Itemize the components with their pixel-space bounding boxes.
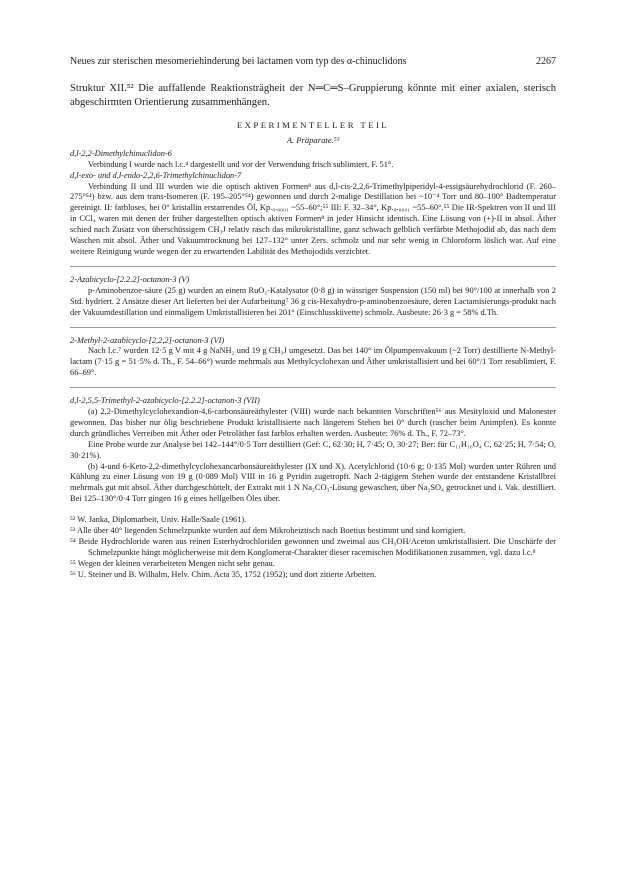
section-title: EXPERIMENTELLER TEIL xyxy=(236,120,390,130)
compound-title: d,l-2,2-Dimethylchinuclidon-6 xyxy=(70,148,172,158)
compound-title: d,l-2,5,5-Trimethyl-2-azabicyclo-[2.2.2]-octanon-3 (VII) xyxy=(70,396,260,406)
divider xyxy=(70,387,556,388)
divider xyxy=(70,266,556,267)
compound-text: (a) 2,2-Dimethylcyclohexandion-4,6-carbonsäureäthylester (VIII) wurde nach bekannten Vorschriften⁵⁶ aus Mesityloxid und Malonester gewonnen. Das bisher nur ölig beschriebene Produkt kristallisierte nach längerem Stehen bei 0° durch (rascher beim Animpfen). Es konnte durch gründliches Verreiben mit Äther oder Petroläther fast farblos erhalten werden. Ausbeute: 76% d. Th., F. 72–73°. xyxy=(70,407,556,438)
subsection-title: A. Präparate.⁵³ xyxy=(286,134,340,145)
divider xyxy=(70,327,556,328)
footnote: ⁵² W. Janka, Diplomarbeit, Univ. Halle/Saale (1961). xyxy=(70,515,247,525)
footnote: ⁵⁵ Wegen der kleinen verarbeiteten Mengen nicht sehr genau. xyxy=(70,558,275,568)
body-text xyxy=(70,82,556,581)
compound-title: 2-Methyl-2-azabicyclo-[2,2,2]-octanon-3 (VI) xyxy=(70,335,225,345)
compound-title: 2-Azabicyclo-[2.2.2]-octanon-3 (V) xyxy=(70,274,190,284)
footnotes xyxy=(70,515,556,580)
footnote: ⁵⁴ Beide Hydrochloride waren aus reinen Esterhydrochloriden gewonnen und zweimal aus CH₃OH/Aceton umkristallisiert. Die Unschärfe der Schmelzpunkte hängt möglicherweise mit dem Konglomerat-Charakter dieser racemischen Modifikationen zusammen, vgl. dazu l.c.⁸ xyxy=(70,537,556,557)
running-title: Neues zur sterischen mesomeriehinderung bei lactamen vom typ des α-chinuclidons xyxy=(70,56,407,67)
lead-paragraph: Struktur XII.⁵² Die auffallende Reaktionsträgheit der N═C═S–Gruppierung könnte mit einer axialen, sterisch abgeschirmten Orientierung zusammenhängen. xyxy=(70,83,556,108)
compound-text: Verbindung I wurde nach l.c.⁴ dargestellt und vor der Verwendung frisch sublimiert, F. 51°. xyxy=(88,159,394,169)
footnote: ⁵³ Alle über 40° liegenden Schmelzpunkte wurden auf dem Mikroheiztisch nach Boetius bestimmt und sind korrigiert. xyxy=(70,526,466,536)
page-number: 2267 xyxy=(536,56,556,67)
compound-text: p-Aminobenzoe-säure (25 g) wurden an einem RuO₂-Katalysator (0·8 g) in wässriger Suspension (150 ml) bei 90°/100 at innerhalb von 2 Std. hydriert. 2 Ansätze dieser Art lieferten bei der Aufarbeitung⁷ 36 g cis-Hexahydro-p-aminobenzoesäure, deren Lactamisierungs-produkt nach der Vakuumdestillation und einmaligem Umkristallisieren bei 201° (Einschlussküvette) schmolz. Ausbeute: 26·3 g = 58% d.Th. xyxy=(70,285,556,317)
compound-text: Eine Probe wurde zur Analyse bei 142–144°/0·5 Torr destilliert (Gef: C, 62·30; H, 7·45; O, 30·27; Ber: für C₁₁H₁₆O₄ C, 62·25; H, 7·54; O, 30·21%). xyxy=(70,439,556,460)
compound-text: Nach l.c.⁷ wurden 12·5 g V mit 4 g NaNH₂ und 19 g CH₃J umgesetzt. Das bei 140° im Ölpumpenvakuum (~2 Torr) destillierte N-Methyl-lactam (7·15 g = 51·5% d. Th., F. 54–66°) wurde mehrmals aus Methylcyclohexan und Äther umkristallisiert und bei 60°/1 Torr resublimiert, F. 66–69°. xyxy=(70,346,556,378)
compound-text: Verbindung II und III wurden wie die optisch aktiven Formen⁸ aus d,l-cis-2,2,6-Trimethylpiperidyl-4-essigsäurehydrochlorid (F. 260–275°⁵⁴) bzw. aus dem trans-Isomeren (F. 195–205°⁵⁴) gewonnen und durch 2-malige Destillation bei ~10⁻⁴ Torr und 80–100° Badtemperatur gereinigt. II: farbloses, bei 0° kristallin erstarrendes Öl, Kp.₀.₀₀₀₁ ~55–60°;⁵⁵ III: F. 32–34°, Kp.₀.₀₀₀₁ ~55–60°.⁵⁵ Die IR-Spektren von II und III in CCl₄ waren mit denen der früher dargestellten optisch aktiven Formen⁸ in jeder Hinsicht identisch. Eine Lösung von (+)-II in absol. Äther schied nach Zusatz von überschüssigem CH₃J relativ rasch das mikrokristalline, ganz schwach gelblich verfärbte Methojodid ab, das nach dem Waschen mit absol. Äther und Vakuumtrocknung bei 127–132° unter Zers. schmolz und nur sehr wenig in Chloroform löslich war. Auf eine weitere Reinigung wurde wegen der zu erwartenden Labilität des Methojodids verzichtet. xyxy=(70,181,556,256)
footnote: ⁵⁶ U. Steiner und B. Wilhalm, Helv. Chim. Acta 35, 1752 (1952); und dort zitierte Arbeiten. xyxy=(70,569,377,579)
compound-text: (b) 4-und 6-Keto-2,2-dimethylcyclohexancarbonsäureäthylester (IX und X). Acetylchlorid (10·6 g; 0·135 Mol) wurden unter Rühren und Kühlung zu einer Lösung von 19 g (0·089 Mol) VIII in 16 g Pyridin zugetropft. Nach 2-tägigem Stehen wurde der entstandene Kristallbrei mehrmals gut mit absol. Äther durchgeschüttelt, der Extrakt mit 1 N Na₂CO₃-Lösung gewaschen, über Na₂SO₄ getrocknet und i. Vak. destilliert. Bei 125–130°/0·4 Torr gingen 16 g eines hellgelben Öles über. xyxy=(70,461,556,504)
compound-title: d,l-exo- und d,l-endo-2,2,6-Trimethylchinuclidon-7 xyxy=(70,170,242,180)
